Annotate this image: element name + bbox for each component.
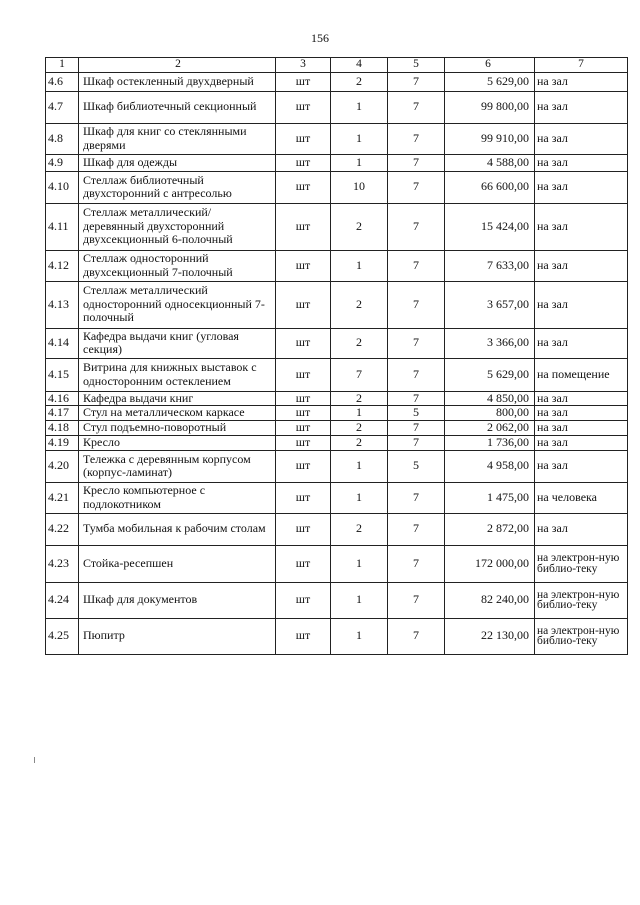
note-cell: на зал bbox=[535, 203, 628, 250]
column-header: 6 bbox=[445, 58, 535, 73]
price-cell: 5 629,00 bbox=[445, 358, 535, 391]
row-number: 4.24 bbox=[46, 582, 79, 618]
price-cell: 1 475,00 bbox=[445, 482, 535, 513]
unit-cell: шт bbox=[276, 171, 331, 203]
row-number: 4.25 bbox=[46, 618, 79, 654]
note-cell: на человека bbox=[535, 482, 628, 513]
unit-cell: шт bbox=[276, 436, 331, 451]
equipment-table bbox=[45, 57, 628, 655]
table-row bbox=[46, 391, 628, 406]
price-cell: 4 958,00 bbox=[445, 450, 535, 482]
service-years-cell: 7 bbox=[388, 545, 445, 582]
row-number: 4.22 bbox=[46, 513, 79, 545]
quantity-cell: 10 bbox=[331, 171, 388, 203]
item-name: Стеллаж металлический/ деревянный двухсторонний двухсекционный 6-полочный bbox=[79, 203, 276, 250]
service-years-cell: 7 bbox=[388, 358, 445, 391]
row-number: 4.6 bbox=[46, 72, 79, 91]
unit-cell: шт bbox=[276, 91, 331, 123]
service-years-cell: 7 bbox=[388, 250, 445, 281]
row-number: 4.14 bbox=[46, 328, 79, 358]
table-row bbox=[46, 582, 628, 618]
note-cell: на зал bbox=[535, 421, 628, 436]
row-number: 4.19 bbox=[46, 436, 79, 451]
table-body bbox=[46, 72, 628, 654]
table-row bbox=[46, 154, 628, 171]
service-years-cell: 7 bbox=[388, 171, 445, 203]
unit-cell: шт bbox=[276, 203, 331, 250]
price-cell: 99 800,00 bbox=[445, 91, 535, 123]
item-name: Витрина для книжных выставок с односторонним остеклением bbox=[79, 358, 276, 391]
unit-cell: шт bbox=[276, 72, 331, 91]
table-row bbox=[46, 406, 628, 421]
table-row bbox=[46, 436, 628, 451]
price-cell: 4 588,00 bbox=[445, 154, 535, 171]
table-row bbox=[46, 123, 628, 154]
price-cell: 5 629,00 bbox=[445, 72, 535, 91]
note-cell: на зал bbox=[535, 406, 628, 421]
item-name: Кресло bbox=[79, 436, 276, 451]
unit-cell: шт bbox=[276, 421, 331, 436]
quantity-cell: 1 bbox=[331, 91, 388, 123]
quantity-cell: 1 bbox=[331, 582, 388, 618]
item-name: Стул подъемно-поворотный bbox=[79, 421, 276, 436]
quantity-cell: 1 bbox=[331, 450, 388, 482]
table-row bbox=[46, 358, 628, 391]
note-cell: на зал bbox=[535, 250, 628, 281]
table-row bbox=[46, 482, 628, 513]
item-name: Пюпитр bbox=[79, 618, 276, 654]
note-cell: на зал bbox=[535, 72, 628, 91]
unit-cell: шт bbox=[276, 450, 331, 482]
column-header: 4 bbox=[331, 58, 388, 73]
item-name: Шкаф для документов bbox=[79, 582, 276, 618]
unit-cell: шт bbox=[276, 154, 331, 171]
unit-cell: шт bbox=[276, 406, 331, 421]
note-cell: на электрон-ную библио-теку bbox=[535, 618, 628, 654]
item-name: Шкаф остекленный двухдверный bbox=[79, 72, 276, 91]
table-row bbox=[46, 513, 628, 545]
note-cell: на зал bbox=[535, 123, 628, 154]
unit-cell: шт bbox=[276, 618, 331, 654]
table-row bbox=[46, 421, 628, 436]
item-name: Стул на металлическом каркасе bbox=[79, 406, 276, 421]
column-header: 1 bbox=[46, 58, 79, 73]
row-number: 4.16 bbox=[46, 391, 79, 406]
quantity-cell: 2 bbox=[331, 391, 388, 406]
unit-cell: шт bbox=[276, 358, 331, 391]
table-row bbox=[46, 281, 628, 328]
service-years-cell: 7 bbox=[388, 618, 445, 654]
service-years-cell: 7 bbox=[388, 436, 445, 451]
row-number: 4.10 bbox=[46, 171, 79, 203]
row-number: 4.21 bbox=[46, 482, 79, 513]
note-cell: на зал bbox=[535, 513, 628, 545]
item-name: Стойка-ресепшен bbox=[79, 545, 276, 582]
unit-cell: шт bbox=[276, 328, 331, 358]
unit-cell: шт bbox=[276, 250, 331, 281]
price-cell: 7 633,00 bbox=[445, 250, 535, 281]
table-row bbox=[46, 250, 628, 281]
note-cell: на зал bbox=[535, 328, 628, 358]
price-cell: 1 736,00 bbox=[445, 436, 535, 451]
row-number: 4.13 bbox=[46, 281, 79, 328]
quantity-cell: 1 bbox=[331, 482, 388, 513]
service-years-cell: 7 bbox=[388, 391, 445, 406]
quantity-cell: 2 bbox=[331, 436, 388, 451]
service-years-cell: 5 bbox=[388, 406, 445, 421]
table-row bbox=[46, 171, 628, 203]
service-years-cell: 7 bbox=[388, 328, 445, 358]
price-cell: 82 240,00 bbox=[445, 582, 535, 618]
unit-cell: шт bbox=[276, 281, 331, 328]
note-cell: на зал bbox=[535, 171, 628, 203]
price-cell: 2 872,00 bbox=[445, 513, 535, 545]
unit-cell: шт bbox=[276, 582, 331, 618]
row-number: 4.23 bbox=[46, 545, 79, 582]
table-row bbox=[46, 91, 628, 123]
price-cell: 66 600,00 bbox=[445, 171, 535, 203]
row-number: 4.15 bbox=[46, 358, 79, 391]
note-cell: на зал bbox=[535, 154, 628, 171]
row-number: 4.17 bbox=[46, 406, 79, 421]
quantity-cell: 1 bbox=[331, 618, 388, 654]
note-cell: на зал bbox=[535, 436, 628, 451]
row-number: 4.20 bbox=[46, 450, 79, 482]
quantity-cell: 2 bbox=[331, 421, 388, 436]
price-cell: 172 000,00 bbox=[445, 545, 535, 582]
service-years-cell: 5 bbox=[388, 450, 445, 482]
price-cell: 800,00 bbox=[445, 406, 535, 421]
table-row bbox=[46, 450, 628, 482]
service-years-cell: 7 bbox=[388, 281, 445, 328]
row-number: 4.18 bbox=[46, 421, 79, 436]
quantity-cell: 2 bbox=[331, 203, 388, 250]
unit-cell: шт bbox=[276, 513, 331, 545]
item-name: Тележка с деревянным корпусом (корпус-ламинат) bbox=[79, 450, 276, 482]
item-name: Тумба мобильная к рабочим столам bbox=[79, 513, 276, 545]
row-number: 4.8 bbox=[46, 123, 79, 154]
row-number: 4.12 bbox=[46, 250, 79, 281]
item-name: Шкаф для одежды bbox=[79, 154, 276, 171]
quantity-cell: 2 bbox=[331, 328, 388, 358]
price-cell: 3 366,00 bbox=[445, 328, 535, 358]
item-name: Кафедра выдачи книг bbox=[79, 391, 276, 406]
quantity-cell: 2 bbox=[331, 281, 388, 328]
item-name: Кафедра выдачи книг (угловая секция) bbox=[79, 328, 276, 358]
quantity-cell: 7 bbox=[331, 358, 388, 391]
service-years-cell: 7 bbox=[388, 203, 445, 250]
service-years-cell: 7 bbox=[388, 154, 445, 171]
quantity-cell: 2 bbox=[331, 72, 388, 91]
item-name: Шкаф библиотечный секционный bbox=[79, 91, 276, 123]
service-years-cell: 7 bbox=[388, 513, 445, 545]
note-cell: на зал bbox=[535, 281, 628, 328]
service-years-cell: 7 bbox=[388, 482, 445, 513]
unit-cell: шт bbox=[276, 482, 331, 513]
table-row bbox=[46, 203, 628, 250]
item-name: Стеллаж библиотечный двухсторонний с антресолью bbox=[79, 171, 276, 203]
price-cell: 3 657,00 bbox=[445, 281, 535, 328]
page-number: 156 bbox=[311, 31, 329, 45]
table-row bbox=[46, 618, 628, 654]
column-header: 3 bbox=[276, 58, 331, 73]
quantity-cell: 1 bbox=[331, 250, 388, 281]
quantity-cell: 1 bbox=[331, 545, 388, 582]
row-number: 4.11 bbox=[46, 203, 79, 250]
price-cell: 2 062,00 bbox=[445, 421, 535, 436]
quantity-cell: 1 bbox=[331, 406, 388, 421]
service-years-cell: 7 bbox=[388, 72, 445, 91]
price-cell: 99 910,00 bbox=[445, 123, 535, 154]
column-header: 2 bbox=[79, 58, 276, 73]
service-years-cell: 7 bbox=[388, 91, 445, 123]
table-header-row bbox=[46, 58, 628, 73]
quantity-cell: 1 bbox=[331, 154, 388, 171]
note-cell: на зал bbox=[535, 450, 628, 482]
table-row bbox=[46, 545, 628, 582]
service-years-cell: 7 bbox=[388, 421, 445, 436]
item-name: Стеллаж металлический односторонний односекционный 7-полочный bbox=[79, 281, 276, 328]
note-cell: на зал bbox=[535, 391, 628, 406]
note-cell: на электрон-ную библио-теку bbox=[535, 545, 628, 582]
quantity-cell: 1 bbox=[331, 123, 388, 154]
price-cell: 15 424,00 bbox=[445, 203, 535, 250]
note-cell: на помещение bbox=[535, 358, 628, 391]
item-name: Стеллаж односторонний двухсекционный 7-полочный bbox=[79, 250, 276, 281]
row-number: 4.7 bbox=[46, 91, 79, 123]
price-cell: 22 130,00 bbox=[445, 618, 535, 654]
unit-cell: шт bbox=[276, 391, 331, 406]
item-name: Шкаф для книг со стеклянными дверями bbox=[79, 123, 276, 154]
service-years-cell: 7 bbox=[388, 123, 445, 154]
table-row bbox=[46, 72, 628, 91]
service-years-cell: 7 bbox=[388, 582, 445, 618]
row-number: 4.9 bbox=[46, 154, 79, 171]
note-cell: на электрон-ную библио-теку bbox=[535, 582, 628, 618]
column-header: 7 bbox=[535, 58, 628, 73]
price-cell: 4 850,00 bbox=[445, 391, 535, 406]
note-cell: на зал bbox=[535, 91, 628, 123]
quantity-cell: 2 bbox=[331, 513, 388, 545]
column-header: 5 bbox=[388, 58, 445, 73]
table-row bbox=[46, 328, 628, 358]
margin-mark bbox=[34, 757, 35, 763]
item-name: Кресло компьютерное с подлокотником bbox=[79, 482, 276, 513]
unit-cell: шт bbox=[276, 123, 331, 154]
unit-cell: шт bbox=[276, 545, 331, 582]
